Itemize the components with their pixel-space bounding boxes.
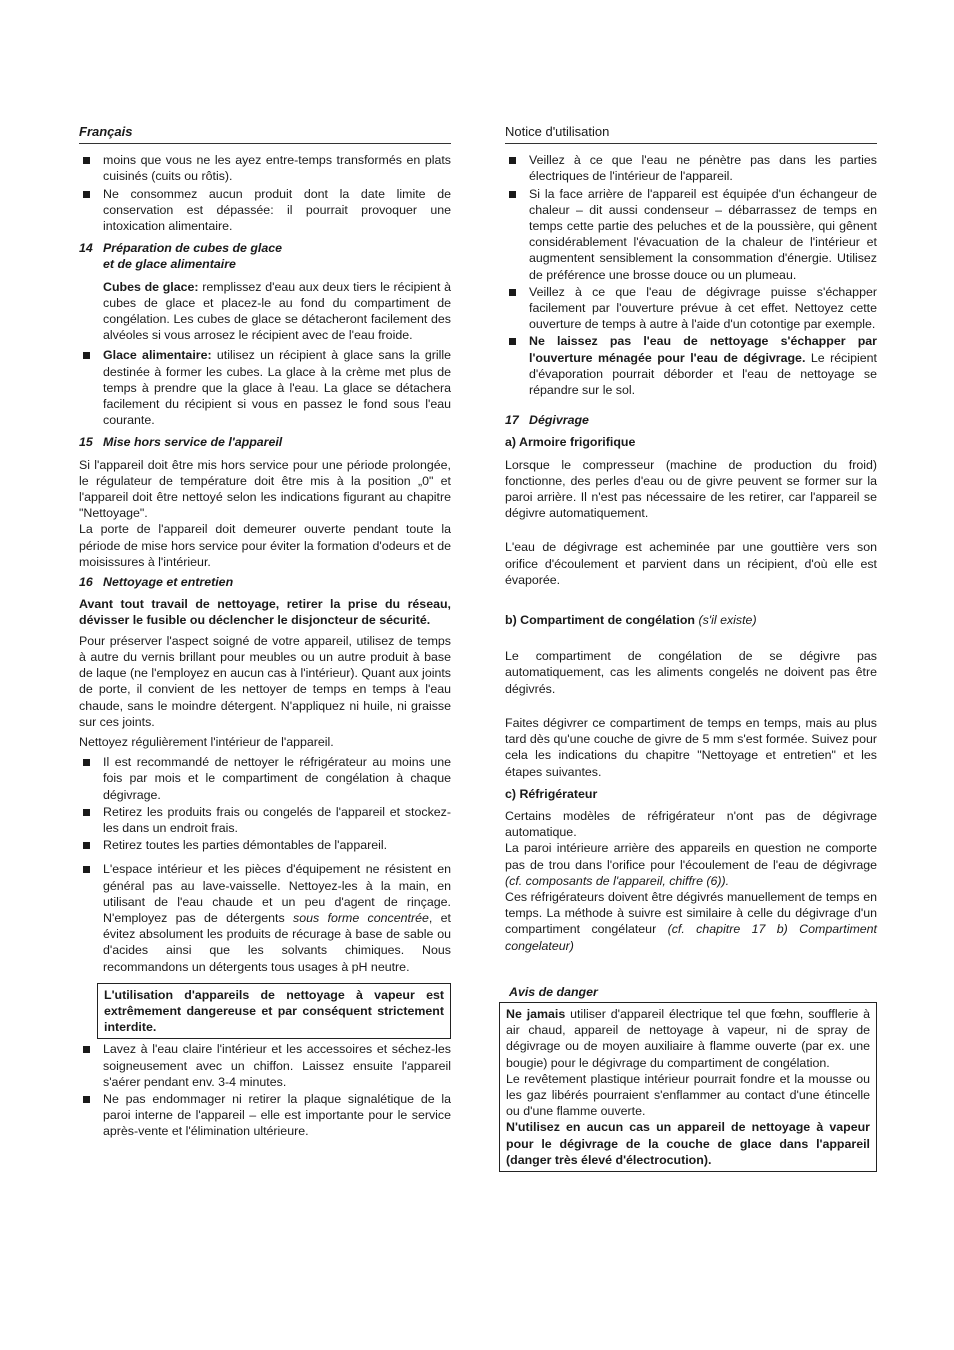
section-title: Nettoyage et entretien: [103, 575, 234, 590]
intro-bullet-list: [79, 152, 451, 234]
subsection-c-paragraph-3: [505, 889, 877, 954]
cleaning-safety-warning: Avant tout travail de nettoyage, retirer la prise du réseau, dévisser le fusible ou déclencher le disjoncteur de sécurité.: [79, 597, 451, 628]
list-item: Ne pas endommager ni retirer la plaque signalétique de la paroi interne de l'appareil – elle est importante pour le service après-vente et l'élimination ultérieure.: [79, 1091, 451, 1140]
subsection-c-paragraph-1: Certains modèles de réfrigérateur n'ont pas de dégivrage automatique.: [505, 808, 877, 840]
steam-cleaner-warning-box: L'utilisation d'appareils de nettoyage à vapeur est extrêmement dangereuse et par conséquent strictement interdite.: [97, 983, 451, 1040]
paragraph-text: Ces réfrigérateurs doivent être dégivrés manuellement de temps en temps. La méthode à suivre est similaire à celle du dégivrage d'un compartiment congélateur: [505, 889, 877, 937]
paragraph-italic: (cf. composants de l'appareil, chiffre (6)).: [505, 873, 730, 888]
section-title-line2: et de glace alimentaire: [103, 257, 236, 272]
list-item-text: Le récipient d'évaporation pourrait déborder et l'eau de nettoyage se répandre sur le sol.: [529, 350, 877, 398]
list-item-bold: Ne laissez pas l'eau de nettoyage s'échapper par l'ouverture ménagée pour l'eau de dégivrage.: [529, 334, 877, 365]
danger-notice-title: Avis de danger: [509, 984, 598, 999]
list-item: Retirez les produits frais ou congelés de l'appareil et stockez-les dans un endroit frais.: [79, 804, 451, 836]
danger-notice-box: [499, 1002, 877, 1172]
danger-paragraph-2: Le revêtement plastique intérieur pourrait fondre et la mousse ou les gaz libérés pourraient s'enflammer au contact d'une étincelle ou d'une flamme ouverte.: [506, 1071, 870, 1119]
page-language-header: Français: [79, 124, 451, 144]
cleaning-paragraph-2: Nettoyez régulièrement l'intérieur de l'appareil.: [79, 734, 334, 749]
ice-cubes-paragraph: [79, 279, 451, 344]
danger-text: utiliser d'appareil électrique tel que fœhn, soufflerie à air chaud, appareil de nettoyage à vapeur, ni de spray de dégivrage ou de moyen auxiliaire à flamme ouverte (par ex. une bougie) pour le dégivrage du compartiment de congélation.: [506, 1006, 870, 1070]
subsection-c-title: c) Réfrigérateur: [505, 786, 598, 801]
section-number: 15: [79, 435, 93, 450]
cleaning-paragraph-1: Pour préserver l'aspect soigné de votre appareil, utilisez de temps à autre du vernis brillant pour meubles ou un autre produit à base de laque (ne l'employez en aucun cas à l'intérieur). Quant aux joints de porte, il convient de les nettoyer de temps en temps à l'eau chaude, sans le moindre détergent. N'appliquez ni huile, ni graisse sur ces joints.: [79, 633, 451, 729]
right-bullet-list: [505, 152, 877, 398]
danger-emphasis: Ne jamais: [506, 1006, 566, 1021]
list-item: Veillez à ce que l'eau ne pénètre pas dans les parties électriques de l'intérieur de l'appareil.: [505, 152, 877, 184]
list-item: Lavez à l'eau claire l'intérieur et les accessoires et séchez-les soigneusement avec un chiffon. Laissez ensuite l'appareil s'aérer pendant env. 3-4 minutes.: [79, 1041, 451, 1090]
list-item-text: L'espace intérieur et les pièces d'équipement ne résistent en général pas au lave-vaisselle. Nettoyez-les à la main, en utilisant de l'eau chaude et un peu d'agent de rinçage. N'employez pas de détergents: [103, 862, 451, 925]
section-17-heading: [505, 412, 877, 428]
section-14-heading: [79, 240, 451, 272]
list-item: Veillez à ce que l'eau de dégivrage puisse s'échapper facilement par l'ouverture prévue à cet effet. Nettoyez cette ouverture de temps à autre à l'aide d'un cotontige par exemple.: [505, 284, 877, 333]
section-title: Mise hors service de l'appareil: [103, 435, 283, 450]
ice-cream-label: Glace alimentaire:: [103, 348, 212, 363]
list-item: Il est recommandé de nettoyer le réfrigérateur au moins une fois par mois et le compartiment de congélation à chaque dégivrage.: [79, 754, 451, 803]
list-item-text: , et évitez absolument les produits de récurage à base de sable ou d'acides ainsi que les solvants chimiques. Nous recommandons un détergents tous usages à pH neutre.: [103, 910, 451, 974]
subsection-a-paragraph-2: L'eau de dégivrage est acheminée par une gouttière vers son orifice d'écoulement et parvient dans un récipient, d'où elle est évaporée.: [505, 540, 877, 587]
subsection-a-title: a) Armoire frigorifique: [505, 435, 636, 450]
ice-cubes-text: remplissez d'eau aux deux tiers le récipient à cubes de glace et placez-le au fond du compartiment de congélation. Les cubes de glace se détacheront facilement des alvéoles si vous arrosez le récipient avec de l'eau froide.: [103, 279, 451, 343]
decommission-paragraph-1: Si l'appareil doit être mis hors service pour une période prolongée, le régulateur de température doit être mis à la position „0" et l'appareil doit être nettoyé selon les indications figurant au chapitre "Nettoyage".: [79, 457, 451, 521]
subsection-b-title-text: b) Compartiment de congélation: [505, 613, 695, 628]
ice-cream-list: [79, 347, 451, 428]
list-item: Ne consommez aucun produit dont la date limite de conservation est dépassée: il pourrait provoquer une intoxication alimentaire.: [79, 186, 451, 235]
paragraph-italic: (cf. chapitre 17 b) Compartiment congelateur): [505, 922, 877, 953]
page-document-header: Notice d'utilisation: [505, 124, 877, 144]
list-item-italic: sous forme concentrée: [293, 910, 429, 925]
danger-paragraph-1: [506, 1006, 870, 1071]
section-16-heading: [79, 574, 451, 590]
subsection-b-title: [505, 612, 877, 628]
ice-cubes-label: Cubes de glace:: [103, 279, 199, 294]
subsection-b-title-italic: (s'il existe): [695, 613, 757, 628]
section-title: Dégivrage: [529, 413, 589, 428]
decommission-paragraph-2: La porte de l'appareil doit demeurer ouverte pendant toute la période de mise hors service pour éviter la formation d'odeurs et de moisissures à l'intérieur.: [79, 522, 451, 569]
section-title-line1: Préparation de cubes de glace: [103, 241, 283, 256]
cleaning-bullet-list: [79, 754, 451, 975]
section-number: 14: [79, 241, 93, 256]
list-item: [505, 333, 877, 398]
list-item: Retirez toutes les parties démontables de l'appareil.: [79, 837, 451, 853]
list-item: Si la face arrière de l'appareil est équipée d'un échangeur de chaleur – dit aussi condenseur – débarrassez de temps en temps cette partie des peluches et de la poussière, qui gênent considérablement l'évacuation de la chaleur de l'intérieur et augmentent sensiblement la consommation d'énergie. Utilisez de préférence une brosse douce ou un plumeau.: [505, 186, 877, 283]
section-number: 16: [79, 575, 93, 590]
left-column: [79, 124, 451, 1141]
danger-paragraph-3: N'utilisez en aucun cas un appareil de nettoyage à vapeur pour le dégivrage de la couche de glace dans l'appareil (danger très élevé d'électrocution).: [506, 1120, 870, 1167]
subsection-b-paragraph-1: Le compartiment de congélation de se dégivre pas automatiquement, cas les aliments congelés ne doivent pas être dégivrés.: [505, 649, 877, 696]
ice-cream-text: utilisez un récipient à glace sans la grille destinée à former les cubes. La glace à la crème met plus de temps à prendre que la glace à l'eau. La glace se détachera facilement du récipient si vous en passez le fond sous l'eau courante.: [103, 348, 451, 428]
list-item: moins que vous ne les ayez entre-temps transformés en plats cuisinés (cuits ou rôtis).: [79, 152, 451, 184]
list-item: [79, 861, 451, 974]
subsection-b-paragraph-2: Faites dégivrer ce compartiment de temps en temps, mais au plus tard dès qu'une couche de givre de 5 mm s'est formée. Suivez pour cela les indications du chapitre "Nettoyage et entretien" et les étapes suivantes.: [505, 715, 877, 779]
cleaning-bullet-list-2: [79, 1041, 451, 1139]
subsection-c-paragraph-2: [505, 840, 877, 889]
list-item: [79, 347, 451, 428]
section-number: 17: [505, 413, 519, 428]
right-column: [505, 124, 877, 1172]
paragraph-text: La paroi intérieure arrière des appareils en question ne comporte pas de trou dans l'orifice pour l'écoulement de l'eau de dégivrage: [505, 841, 877, 872]
subsection-a-paragraph-1: Lorsque le compresseur (machine de production du froid) fonctionne, des perles d'eau ou de givre peuvent se former sur la paroi arrière. Il n'est pas nécessaire de les retirer, car l'appareil se dégivre automatiquement.: [505, 457, 877, 521]
section-15-heading: [79, 434, 451, 450]
